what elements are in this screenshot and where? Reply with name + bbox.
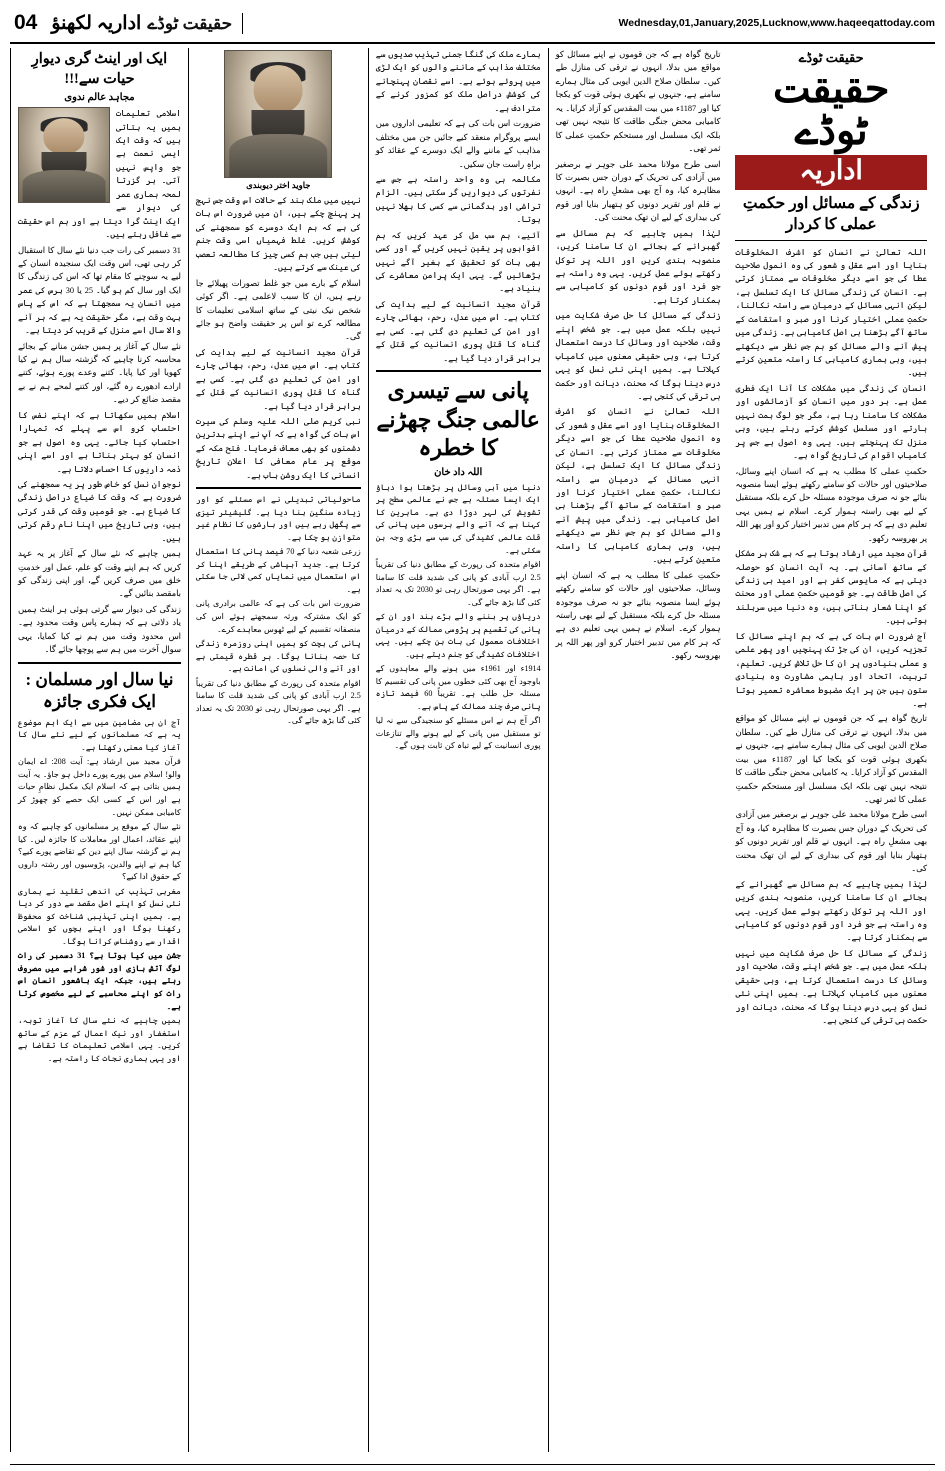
author-photo-wrap-nadvi <box>18 107 110 203</box>
editorial-headline: زندگی کے مسائل اور حکمتِ عملی کا کردار <box>735 194 927 241</box>
column-3 <box>368 48 548 1452</box>
article-left-top-byline: مجاہد عالم ندوی <box>64 92 135 104</box>
editorial-para: حکمتِ عملی کا مطلب یہ ہے کہ انسان اپنے وسائل، صلاحیتوں اور حالات کو سامنے رکھتے ہوئے ایسا منصوبہ بنائے جو نہ صرف موجودہ مسئلہ حل کرے بلکہ مستقبل کے لیے بھی راستہ ہموار کرے۔ اسلام نے ہمیں یہی تعلیم دی ہے کہ ہر کام میں تدبیر اختیار کرو اور پھر اللہ پر بھروسہ رکھو۔ <box>735 466 927 543</box>
article-left-top-body <box>18 340 181 657</box>
article-para: اسلامی تعلیمات ہمیں یہ بتاتی ہیں کہ وقت ایک ایسی نعمت ہے جو واپس نہیں آتی۔ ہر گزرتا لمحہ ہماری عمر کی دیوار سے ایک اینٹ گرا دیتا ہے اور ہم اس حقیقت سے غافل رہتے ہیں۔ <box>18 109 181 240</box>
publication-logo: حقیقت ٹوڈے <box>147 13 243 34</box>
article-para: نبی کریم صلی اللہ علیہ وسلم کی سیرت اس بات کی گواہ ہے کہ آپ نے اپنے بدترین دشمنوں کو بھی معاف فرمایا۔ فتح مکہ کے موقع پر عام معافی کا اعلان تاریخِ انسانی کا ایک روشن باب ہے۔ <box>195 417 361 480</box>
article-para: ضرورت اس بات کی ہے کہ عالمی برادری پانی کو ایک مشترکہ ورثہ سمجھتے ہوئے اس کی منصفانہ تقسیم کے لیے ٹھوس معاہدے کرے۔ <box>195 599 361 634</box>
page-number: 04 <box>14 11 38 34</box>
article-para: دریاؤں پر بننے والے بڑے بند اور ان کے پانی کی تقسیم پر پڑوسی ممالک کے درمیان اختلافات معمول کی بات بن چکے ہیں۔ یہی اختلافات کشیدگی کو جنم دیتے ہیں۔ <box>375 612 541 659</box>
footer-rule <box>10 1464 935 1465</box>
article-para: اقوام متحدہ کی رپورٹ کے مطابق دنیا کی تقریباً 2.5 ارب آبادی کو پانی کی شدید قلت کا سامنا ہے۔ اگر یہی صورتحال رہی تو 2030 تک یہ تعداد کئی گنا بڑھ جائے گی۔ <box>375 560 541 607</box>
article-para: قرآن مجید میں ارشاد ہے: آیت 208: اے ایمان والو! اسلام میں پورے پورے داخل ہو جاؤ۔ یہ آیت ہمیں بتاتی ہے کہ اسلام ایک مکمل نظامِ حیات ہے اور اس کے کسی ایک حصے کو چھوڑ کر کامیابی ممکن نہیں۔ <box>18 757 181 817</box>
article-para: اسلام ہمیں سکھاتا ہے کہ اپنے نفس کا احتساب کرو اس سے پہلے کہ تمہارا احتساب کیا جائے۔ یہی وہ اصول ہے جو انسان کو بہتر بناتا ہے اور اسے اپنی ذمہ داریوں کا احساس دلاتا ہے۔ <box>18 410 181 474</box>
column-2 <box>548 48 728 1452</box>
editorial-para: اسی طرح مولانا محمد علی جوہر نے برصغیر میں آزادی کی تحریک کے دوران جس بصیرت کا مظاہرہ کیا، وہ آج بھی مشعلِ راہ ہے۔ انہوں نے قلم اور تقریر دونوں کو ہتھیار بنایا اور قوم کی بیداری کے لیے ان تھک محنت کی۔ <box>735 810 927 874</box>
editorial-para: اللہ تعالیٰ نے انسان کو اشرف المخلوقات بنایا اور اسے عقل و شعور کی وہ انمول صلاحیت عطا کی جو اسے دیگر مخلوقات سے ممتاز کرتی ہے۔ انسان کی زندگی مسائل کا ایک تسلسل ہے، لیکن انہی مسائل کے درمیان سے راستہ نکالنا، حکمتِ عملی اختیار کرنا اور صبر و استقامت کے ساتھ آگے بڑھنا ہی اصل کامیابی ہے۔ زندگی میں پیش آنے والے مسائل کو ہم جس نظر سے دیکھتے ہیں، وہی ہماری کامیابی کا راستہ متعین کرتے ہیں۔ <box>555 407 721 565</box>
editorial-continued <box>556 48 721 663</box>
article-para: قرآن مجید انسانیت کے لیے ہدایت کی کتاب ہے۔ اس میں عدل، رحم، بھائی چارے اور امن کی تعلیم دی گئی ہے۔ کسی بے گناہ کا قتل پوری انسانیت کے قتل کے برابر قرار دیا گیا ہے۔ <box>195 347 361 411</box>
editorial-body <box>735 246 927 1028</box>
article-para: نوجوان نسل کو خاص طور پر یہ سمجھنے کی ضرورت ہے کہ وقت کا ضیاع دراصل زندگی کا ضیاع ہے۔ جو قومیں وقت کی قدر کرتی ہیں، وہی تاریخ میں اپنا نام رقم کرتی ہیں۔ <box>18 479 181 543</box>
article-para: آج ان ہی مضامین میں سے ایک اہم موضوع یہ ہے کہ مسلمانوں کے لیے نئے سال کا آغاز کیا معنی رکھتا ہے۔ <box>18 717 181 752</box>
editorial-para: زندگی کے مسائل کا حل صرف شکایت میں نہیں بلکہ عمل میں ہے۔ جو شخص اپنے وقت، صلاحیت اور وسائل کا درست استعمال کرتا ہے، وہی حقیقی معنوں میں کامیاب کہلاتا ہے۔ ہمیں اپنی نئی نسل کو یہی درس دینا ہوگا کہ محنت، دیانت اور حکمت ہی ترقی کی کنجی ہے۔ <box>555 311 721 401</box>
masthead <box>10 8 935 44</box>
article-para: اقوام متحدہ کی رپورٹ کے مطابق دنیا کی تقریباً 2.5 ارب آبادی کو پانی کی شدید قلت کا سامنا ہے۔ اگر یہی صورتحال رہی تو 2030 تک یہ تعداد کئی گنا بڑھ جائے گی۔ <box>195 678 361 726</box>
article-para: نئے سال کے آغاز پر ہمیں جشن منانے کے بجائے محاسبہ کرنا چاہیے کہ گزشتہ سال ہم نے کیا کھویا اور کیا پایا۔ کتنے وعدے پورے ہوئے، کتنے ارادے ادھورے رہ گئے، اور کتنے لمحے ہم نے بے مقصد ضائع کر دیے۔ <box>18 341 181 405</box>
photo-body-shape <box>23 170 106 202</box>
water-war-byline: اللہ داد خان <box>434 466 483 478</box>
article-para-highlight: جشن میں کیا ہوتا ہے؟ 31 دسمبر کی رات لوگ آتش بازی اور شور شرابے میں مصروف رہتے ہیں، جبکہ ایک باشعور انسان اس رات کو اپنے محاسبے کے لیے مخصوص کرتا ہے۔ <box>18 951 181 1011</box>
editorial-label: اداریہ <box>735 155 927 190</box>
article-para: ہمیں چاہیے کہ نئے سال کا آغاز توبہ، استغفار اور نیک اعمال کے عزم کے ساتھ کریں۔ یہی اسلامی تعلیمات کا تقاضا ہے اور یہی ہماری نجات کا راستہ ہے۔ <box>18 1016 181 1063</box>
photo-face-shape <box>254 65 303 113</box>
article-para: آئیے، ہم سب مل کر عہد کریں کہ ہم افواہوں پر یقین نہیں کریں گے اور کسی بھی بات کو تحقیق کے بغیر آگے نہیں بڑھائیں گے۔ یہی ایک پرامن معاشرے کی بنیاد ہے۔ <box>375 230 541 294</box>
dateline: Wednesday,01,January,2025,Lucknow,www.haqeeqattoday.com <box>618 17 935 29</box>
section-title: اداریہ لکھنؤ <box>51 12 142 34</box>
article-para: زرعی شعبہ دنیا کے 70 فیصد پانی کا استعمال کرتا ہے۔ جدید آبپاشی کے طریقے اپنا کر اس استعمال میں نمایاں کمی لائی جا سکتی ہے۔ <box>195 547 361 594</box>
water-war-body-b <box>196 494 361 728</box>
photo-face-shape <box>43 118 84 154</box>
editorial-para: اسی طرح مولانا محمد علی جوہر نے برصغیر میں آزادی کی تحریک کے دوران جس بصیرت کا مظاہرہ کیا، وہ آج بھی مشعلِ راہ ہے۔ انہوں نے قلم اور تقریر دونوں کو ہتھیار بنایا اور قوم کی بیداری کے لیے ان تھک محنت کی۔ <box>555 159 721 223</box>
article-para: مکالمہ ہی وہ واحد راستہ ہے جس سے نفرتوں کی دیواریں گر سکتی ہیں۔ الزام تراشی اور بدگمانی سے کسی کا بھلا نہیں ہوتا۔ <box>375 174 541 225</box>
editorial-para: آج ضرورت اس بات کی ہے کہ ہم اپنے مسائل کا تجزیہ کریں، ان کی جڑ تک پہنچیں اور پھر علمی و عملی بنیادوں پر ان کا حل تلاش کریں۔ تعلیم، تربیت، اتحاد اور باہمی مشاورت وہ بنیادی ستون ہیں جن پر ایک مضبوط معاشرہ تعمیر ہوتا ہے۔ <box>735 631 927 708</box>
editorial-para: لہٰذا ہمیں چاہیے کہ ہم مسائل سے گھبرانے کے بجائے ان کا سامنا کریں، منصوبہ بندی کریں اور اللہ پر توکل رکھتے ہوئے عمل کریں۔ یہی وہ راستہ ہے جو فرد اور قوم دونوں کو کامیابی سے ہمکنار کرتا ہے۔ <box>735 879 927 943</box>
editorial-para: تاریخ گواہ ہے کہ جن قوموں نے اپنے مسائل کو مواقع میں بدلا، انہوں نے ترقی کی منازل طے کیں۔ سلطان صلاح الدین ایوبی کی مثال ہمارے سامنے ہے، جنہوں نے بکھری ہوئی قوت کو یکجا کیا اور 1187ء میں بیت المقدس کو آزاد کرایا۔ یہ کامیابی محض جنگی طاقت کا نتیجہ نہیں تھی بلکہ ایک مسلسل اور مستحکم حکمتِ عملی کا ثمر تھی۔ <box>555 50 721 154</box>
article-para: نہیں میں ملک ہند کے حالات اس وقت جس نہج پر پہنچ چکے ہیں، ان میں ضرورت اس بات کی ہے کہ ہم ایک دوسرے کو سمجھنے کی کوشش کریں۔ غلط فہمیاں اسی وقت جنم لیتی ہیں جب ہم کسی چیز کا مطالعہ تعصب کی عینک سے کرتے ہیں۔ <box>195 196 361 273</box>
editorial-para: تاریخ گواہ ہے کہ جن قوموں نے اپنے مسائل کو مواقع میں بدلا، انہوں نے ترقی کی منازل طے کیں۔ سلطان صلاح الدین ایوبی کی مثال ہمارے سامنے ہے، جنہوں نے بکھری ہوئی قوت کو یکجا کیا اور 1187ء میں بیت المقدس کو آزاد کرایا۔ یہ کامیابی محض جنگی طاقت کا نتیجہ نہیں تھی بلکہ ایک مسلسل اور مستحکم حکمتِ عملی کا ثمر تھی۔ <box>735 714 928 805</box>
article-para: دنیا میں آبی وسائل پر بڑھتا ہوا دباؤ ایک ایسا مسئلہ ہے جس نے عالمی سطح پر تشویش کی لہر دوڑا دی ہے۔ ماہرین کا کہنا ہے کہ آنے والے برسوں میں پانی کی قلت عالمی کشیدگی کی سب سے بڑی وجہ بن سکتی ہے۔ <box>375 482 541 555</box>
article-para: ہمارے ملک کی گنگا جمنی تہذیب صدیوں سے مختلف مذاہب کے ماننے والوں کو ایک لڑی میں پروئے ہوئے ہے۔ اسے نقصان پہنچانے کی کوشش دراصل ملک کو کمزور کرنے کے مترادف ہے۔ <box>375 50 541 113</box>
column-4 <box>188 48 368 1452</box>
water-war-body-a <box>376 482 541 753</box>
article-para: 1914ء اور 1961ء میں ہونے والے معاہدوں کے باوجود آج بھی کئی خطوں میں پانی کی تقسیم کا مسئلہ حل طلب ہے۔ تقریباً 60 فیصد تازہ پانی صرف چند ممالک کے پاس ہے۔ <box>375 664 541 711</box>
column-4-body <box>196 194 361 482</box>
author-photo-caption: جاوید اختر دیوبندی <box>246 180 311 190</box>
editorial-para: اللہ تعالیٰ نے انسان کو اشرف المخلوقات بنایا اور اسے عقل و شعور کی وہ انمول صلاحیت عطا کی جو اسے دیگر مخلوقات سے ممتاز کرتی ہے۔ انسان کی زندگی مسائل کا ایک تسلسل ہے، لیکن انہی مسائل کے درمیان سے راستہ نکالنا، حکمتِ عملی اختیار کرنا اور صبر و استقامت کے ساتھ آگے بڑھنا ہی اصل کامیابی ہے۔ زندگی میں پیش آنے والے مسائل کو ہم جس نظر سے دیکھتے ہیں، وہی ہماری کامیابی کا راستہ متعین کرتے ہیں۔ <box>735 247 927 378</box>
divider <box>196 487 361 489</box>
divider <box>18 662 181 664</box>
article-para: نئے سال کے موقع پر مسلمانوں کو چاہیے کہ وہ اپنے عقائد، اعمال اور معاملات کا جائزہ لیں۔ کیا ہم نے گزشتہ سال اپنے دین کے تقاضے پورے کیے؟ کیا ہم نے اپنے والدین، پڑوسیوں اور رشتہ داروں کے حقوق ادا کیے؟ <box>18 822 181 882</box>
editorial-column <box>727 48 935 1452</box>
article-para: قرآن مجید انسانیت کے لیے ہدایت کی کتاب ہے۔ اس میں عدل، رحم، بھائی چارے اور امن کی تعلیم دی گئی ہے۔ کسی بے گناہ کا قتل پوری انسانیت کے قتل کے برابر قرار دیا گیا ہے۔ <box>375 299 541 363</box>
article-para: اسلام کے بارے میں جو غلط تصورات پھیلائے جا رہے ہیں، ان کا سبب لاعلمی ہے۔ اگر کوئی شخص نیک نیتی کے ساتھ اسلامی تعلیمات کا مطالعہ کرے تو اس پر حقیقت واضح ہو جائے گی۔ <box>195 278 361 342</box>
article-para: زندگی کی دیوار سے گرتی ہوئی ہر اینٹ ہمیں یاد دلاتی ہے کہ ہمارے پاس وقت محدود ہے۔ اس محدود وقت میں ہم نے کیا کمایا، یہی سوال آخرت میں ہم سے پوچھا جائے گا۔ <box>18 604 181 655</box>
article-left-bottom-headline: نیا سال اور مسلمان : ایک فکری جائزہ <box>25 669 174 711</box>
article-left-top-intro <box>18 107 181 339</box>
column-3-body <box>376 48 541 365</box>
author-photo-wrap-deobandi <box>224 50 332 178</box>
divider <box>376 370 541 372</box>
article-para: ماحولیاتی تبدیلی نے اس مسئلے کو اور زیادہ سنگین بنا دیا ہے۔ گلیشیئر تیزی سے پگھل رہے ہیں اور بارشوں کا نظام غیر متوازن ہو چکا ہے۔ <box>195 495 361 542</box>
article-para: پانی کی بچت کو ہمیں اپنی روزمرہ زندگی کا حصہ بنانا ہوگا۔ ہر قطرہ قیمتی ہے اور آنے والی نسلوں کی امانت ہے۔ <box>195 639 361 674</box>
editorial-kicker: حقیقت ٹوڈے <box>798 50 864 65</box>
water-war-headline: پانی سے تیسری عالمی جنگ چھڑنے کا خطرہ <box>376 378 540 461</box>
editorial-para: حکمتِ عملی کا مطلب یہ ہے کہ انسان اپنے وسائل، صلاحیتوں اور حالات کو سامنے رکھتے ہوئے ایسا منصوبہ بنائے جو نہ صرف موجودہ مسئلہ حل کرے بلکہ مستقبل کے لیے بھی راستہ ہموار کرے۔ اسلام نے ہمیں یہی تعلیم دی ہے کہ ہر کام میں تدبیر اختیار کرو اور پھر اللہ پر بھروسہ رکھو۔ <box>555 570 721 661</box>
author-photo-nadvi <box>18 107 110 203</box>
column-5 <box>10 48 188 1452</box>
editorial-para: قرآن مجید میں ارشاد ہوتا ہے کہ بے شک ہر مشکل کے ساتھ آسانی ہے۔ یہ آیت انسان کو حوصلہ دیتی ہے کہ مایوسی کفر ہے اور امید ہی زندگی کی اصل طاقت ہے۔ جو قومیں حکمتِ عملی اور محنت کو اپنا شعار بناتی ہیں، وہ دنیا میں سربلند ہوتی ہیں۔ <box>735 549 927 626</box>
editorial-brand: حقیقت ٹوڈے <box>772 66 890 153</box>
article-para: ہمیں چاہیے کہ نئے سال کے آغاز پر یہ عہد کریں کہ ہم اپنے وقت کو علم، عمل اور خدمتِ خلق میں صرف کریں گے، اور اپنی زندگی کو بامقصد بنائیں گے۔ <box>18 549 181 599</box>
article-para: 31 دسمبر کی رات جب دنیا نئے سال کا استقبال کر رہی تھی، اس وقت ایک سنجیدہ انسان کے لیے یہ سوچنے کا مقام تھا کہ اس کی زندگی کا ایک اور سال کم ہو گیا۔ 25 یا 30 برس کی عمر میں انسان یہ سمجھتا ہے کہ اس کے پاس بہت وقت ہے، مگر حقیقت یہ ہے کہ ہر آنے والا سال اسے منزل کے قریب کر دیتا ہے۔ <box>18 245 181 336</box>
editorial-para: لہٰذا ہمیں چاہیے کہ ہم مسائل سے گھبرانے کے بجائے ان کا سامنا کریں، منصوبہ بندی کریں اور اللہ پر توکل رکھتے ہوئے عمل کریں۔ یہی وہ راستہ ہے جو فرد اور قوم دونوں کو کامیابی سے ہمکنار کرتا ہے۔ <box>555 228 721 305</box>
article-para: ضرورت اس بات کی ہے کہ تعلیمی اداروں میں ایسے پروگرام منعقد کیے جائیں جن میں مختلف مذاہب کے ماننے والے ایک دوسرے کے عقائد کو براہِ راست جان سکیں۔ <box>375 119 541 169</box>
editorial-para: زندگی کے مسائل کا حل صرف شکایت میں نہیں بلکہ عمل میں ہے۔ جو شخص اپنے وقت، صلاحیت اور وسائل کا درست استعمال کرتا ہے، وہی حقیقی معنوں میں کامیاب کہلاتا ہے۔ ہمیں اپنی نئی نسل کو یہی درس دینا ہوگا کہ محنت، دیانت اور حکمت ہی ترقی کی کنجی ہے۔ <box>735 948 927 1026</box>
page-content <box>10 48 935 1452</box>
editorial-para: انسان کی زندگی میں مشکلات کا آنا ایک فطری عمل ہے۔ ہر دور میں انسان کو آزمائشوں اور مشکلات کا سامنا رہا ہے، مگر جو لوگ ہمت نہیں ہارتے اور مسلسل کوشش کرتے رہتے ہیں، وہی منزل تک پہنچتے ہیں۔ یہی وہ اصول ہے جس پر کامیاب اقوام کی تاریخ گواہ ہے۔ <box>735 383 927 461</box>
article-para: مغربی تہذیب کی اندھی تقلید نے ہماری نئی نسل کو اپنے اصل مقصد سے دور کر دیا ہے۔ ہمیں اپنی تہذیبی شناخت کو محفوظ رکھنا ہوگا اور اپنے بچوں کو اسلامی اقدار سے روشناس کرانا ہوگا۔ <box>18 886 181 946</box>
photo-body-shape <box>230 134 328 177</box>
author-photo-deobandi <box>224 50 332 178</box>
article-para: اگر آج ہم نے اس مسئلے کو سنجیدگی سے نہ لیا تو مستقبل میں پانی کے لیے ہونے والے تنازعات پوری انسانیت کے لیے تباہ کن ثابت ہوں گے۔ <box>375 716 541 751</box>
article-left-top-headline: ایک اور اینٹ گری دیوارِ حیات سے!!! <box>31 51 168 87</box>
article-left-bottom-body <box>18 717 181 1065</box>
